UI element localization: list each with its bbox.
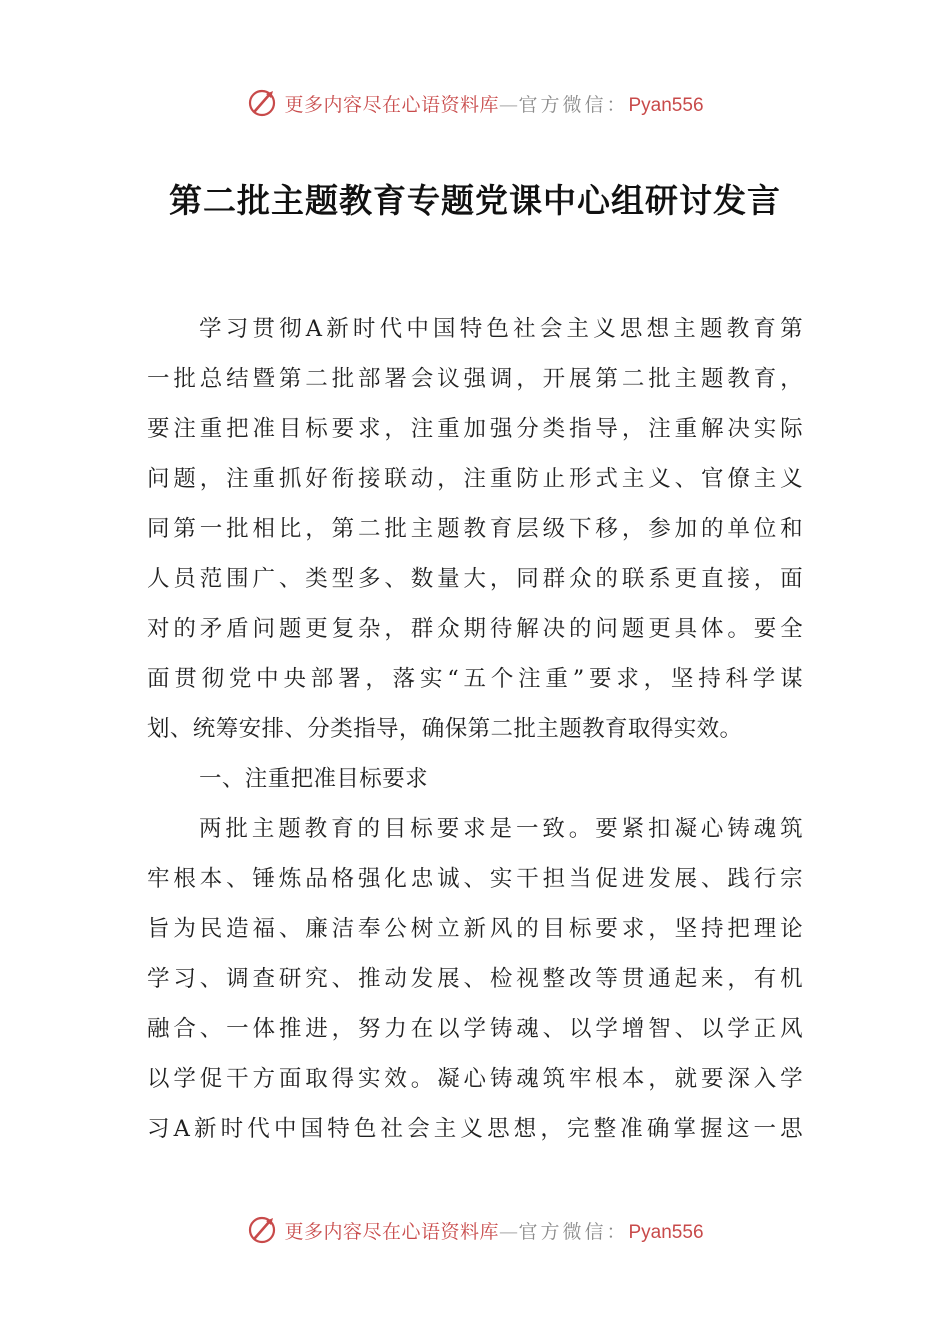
watermark-text — [284, 90, 703, 117]
watermark-wechat-id: Pyan556 — [628, 94, 704, 116]
watermark-slogan: 更多内容尽在心语资料库 — [284, 1220, 499, 1243]
text-line: 同第一批相比，第二批主题教育层级下移，参加的单位和 — [147, 516, 803, 542]
text-line: 划、统筹安排、分类指导，确保第二批主题教育取得实效。 — [147, 716, 743, 742]
text-line: 对的矛盾问题更复杂，群众期待解决的问题更具体。要全 — [147, 616, 803, 642]
document-title: 第二批主题教育专题党课中心组研讨发言 — [169, 181, 781, 220]
text-line: 两批主题教育的目标要求是一致。要紧扣凝心铸魂筑 — [199, 816, 803, 842]
text-line: 旨为民造福、廉洁奉公树立新风的目标要求，坚持把理论 — [147, 916, 803, 942]
text-line: 要注重把准目标要求，注重加强分类指导，注重解决实际 — [147, 416, 803, 442]
text-line: 一批总结暨第二批部署会议强调，开展第二批主题教育， — [147, 366, 803, 392]
footer-watermark — [0, 1210, 950, 1250]
watermark-dash: — — [498, 1220, 519, 1243]
text-line: 学习贯彻A新时代中国特色社会主义思想主题教育第 — [199, 316, 803, 342]
watermark-wechat-id: Pyan556 — [628, 1221, 704, 1243]
text-line: 人员范围广、类型多、数量大，同群众的联系更直接，面 — [147, 566, 803, 592]
text-line: 牢根本、锤炼品格强化忠诚、实干担当促进发展、践行宗 — [147, 866, 803, 892]
text-line: 习A新时代中国特色社会主义思想，完整准确掌握这一思 — [147, 1116, 803, 1142]
text-line: 问题，注重抓好衔接联动，注重防止形式主义、官僚主义 — [147, 466, 803, 492]
watermark-text — [284, 1217, 703, 1244]
pen-logo-icon — [246, 86, 280, 120]
text-line: 面贯彻党中央部署，落实“五个注重”要求，坚持科学谋 — [147, 666, 803, 692]
watermark-official-label: 官方微信： — [518, 93, 629, 116]
section-heading: 一、注重把准目标要求 — [199, 766, 429, 792]
watermark-slogan: 更多内容尽在心语资料库 — [284, 93, 499, 116]
header-watermark — [0, 83, 950, 123]
text-line: 融合、一体推进，努力在以学铸魂、以学增智、以学正风 — [147, 1016, 803, 1042]
pen-logo-icon — [246, 1213, 280, 1247]
watermark-dash: — — [498, 93, 519, 116]
watermark-official-label: 官方微信： — [518, 1220, 629, 1243]
text-line: 学习、调查研究、推动发展、检视整改等贯通起来，有机 — [147, 966, 803, 992]
document-body — [147, 304, 803, 1154]
text-line: 以学促干方面取得实效。凝心铸魂筑牢根本，就要深入学 — [147, 1066, 803, 1092]
